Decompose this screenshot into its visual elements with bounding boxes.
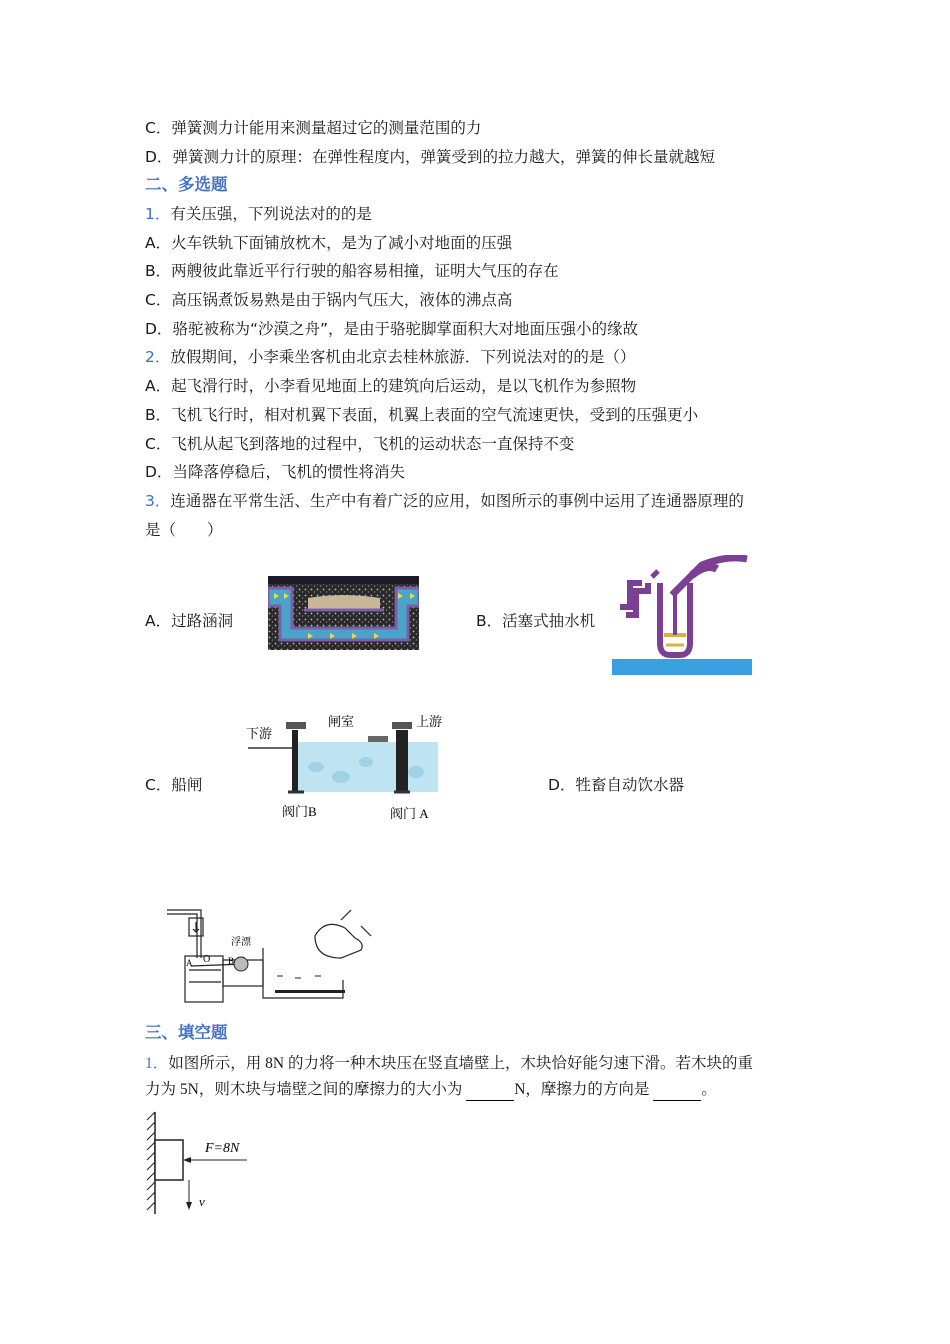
section-title-multiple-choice: 二、多选题 [145, 175, 228, 194]
option-letter: B． [145, 262, 172, 280]
option-text: 弹簧测力计的原理：在弹性程度内，弹簧受到的拉力越大，弹簧的伸长量就越短 [172, 148, 715, 166]
option-text: 高压锅煮饭易熟是由于锅内气压大，液体的沸点高 [171, 291, 513, 309]
question-2-stem [145, 347, 635, 367]
q1-option-a[interactable] [145, 233, 512, 253]
section-title-fill-in: 三、填空题 [145, 1023, 228, 1042]
q2-option-b[interactable] [145, 405, 698, 425]
option-text: 起飞滑行时，小李看见地面上的建筑向后运动，是以飞机作为参照物 [171, 377, 637, 395]
option-letter: B． [476, 612, 503, 630]
question-number: 3． [145, 492, 171, 510]
label-chamber: 闸室 [328, 714, 355, 729]
fill-question-1-line1 [145, 1054, 753, 1074]
option-text: 牲畜自动饮水器 [575, 776, 684, 794]
q3-option-a[interactable] [145, 609, 233, 631]
question-text: N，摩擦力的方向是 [514, 1081, 654, 1098]
option-text: 当降落停稳后，飞机的惯性将消失 [172, 463, 405, 481]
option-text: 过路涵洞 [171, 612, 234, 630]
label-a: A [186, 958, 193, 968]
label-o: O [203, 954, 211, 965]
option-text: 飞机飞行时，相对机翼下表面，机翼上表面的空气流速更快，受到的压强更小 [171, 406, 699, 424]
option-c-prev [145, 118, 481, 138]
option-letter: A． [145, 377, 172, 395]
option-letter: D． [145, 148, 173, 166]
answer-blank-1[interactable] [466, 1080, 514, 1101]
question-text: 力为 5N，则木块与墙壁之间的摩擦力的大小为 [145, 1081, 467, 1098]
option-letter: C． [145, 119, 172, 137]
question-number: 1． [145, 205, 171, 223]
q2-option-a[interactable] [145, 376, 636, 396]
culvert-figure [268, 576, 419, 650]
label-downstream: 下游 [246, 726, 273, 741]
question-number: 1． [145, 1055, 169, 1072]
q3-option-d[interactable] [548, 773, 684, 795]
q2-option-d[interactable] [145, 462, 405, 482]
option-letter: A． [145, 612, 172, 630]
ship-lock-figure [246, 712, 446, 824]
option-letter: A． [145, 234, 172, 252]
option-letter: C． [145, 435, 172, 453]
q2-option-c[interactable] [145, 434, 574, 454]
q1-option-d[interactable] [145, 319, 638, 339]
velocity-label: v [199, 1194, 205, 1209]
option-letter: B． [145, 406, 172, 424]
label-float: 浮漂 [231, 937, 251, 948]
block-on-wall-figure [145, 1110, 255, 1218]
option-text: 两艘彼此靠近平行行驶的船容易相撞，证明大气压的存在 [171, 262, 559, 280]
piston-pump-figure [612, 555, 752, 675]
option-text: 船闸 [171, 776, 203, 794]
q3-option-c[interactable] [145, 773, 202, 795]
option-text: 飞机从起飞到落地的过程中，飞机的运动状态一直保持不变 [171, 435, 575, 453]
label-b: B [228, 956, 235, 966]
force-label: F=8N [205, 1141, 240, 1156]
option-text: 活塞式抽水机 [502, 612, 596, 630]
q3-option-b[interactable] [476, 609, 595, 631]
fill-question-1-line2 [145, 1080, 717, 1101]
question-text: 。 [701, 1081, 717, 1098]
option-text: 弹簧测力计能用来测量超过它的测量范围的力 [171, 119, 482, 137]
question-1-stem [145, 204, 372, 224]
option-letter: D． [145, 320, 173, 338]
option-text: 火车铁轨下面铺放枕木，是为了减小对地面的压强 [171, 234, 513, 252]
question-number: 2． [145, 348, 171, 366]
question-text: 有关压强，下列说法对的的是 [170, 205, 372, 223]
option-letter: D． [548, 776, 576, 794]
option-letter: C． [145, 776, 172, 794]
option-letter: C． [145, 291, 172, 309]
question-text: 连通器在平常生活、生产中有着广泛的应用，如图所示的事例中运用了连通器原理的 [170, 492, 744, 510]
livestock-waterer-figure [165, 898, 385, 1006]
label-upstream: 上游 [416, 714, 443, 729]
question-3-stem [145, 491, 744, 511]
question-text: 放假期间，小李乘坐客机由北京去桂林旅游．下列说法对的的是（） [170, 348, 636, 366]
answer-blank-2[interactable] [653, 1080, 701, 1101]
option-letter: D． [145, 463, 173, 481]
label-valve-b: 阀门B [282, 804, 317, 819]
q1-option-c[interactable] [145, 290, 512, 310]
option-text: 骆驼被称为“沙漠之舟”，是由于骆驼脚掌面积大对地面压强小的缘故 [172, 320, 638, 338]
label-valve-a: 阀门 A [390, 806, 429, 821]
question-3-stem-cont: 是（ ） [145, 521, 223, 539]
option-d-prev [145, 147, 715, 167]
question-text: 如图所示，用 8N 的力将一种木块压在竖直墙壁上，木块恰好能匀速下滑。若木块的重 [168, 1055, 753, 1072]
q1-option-b[interactable] [145, 261, 559, 281]
